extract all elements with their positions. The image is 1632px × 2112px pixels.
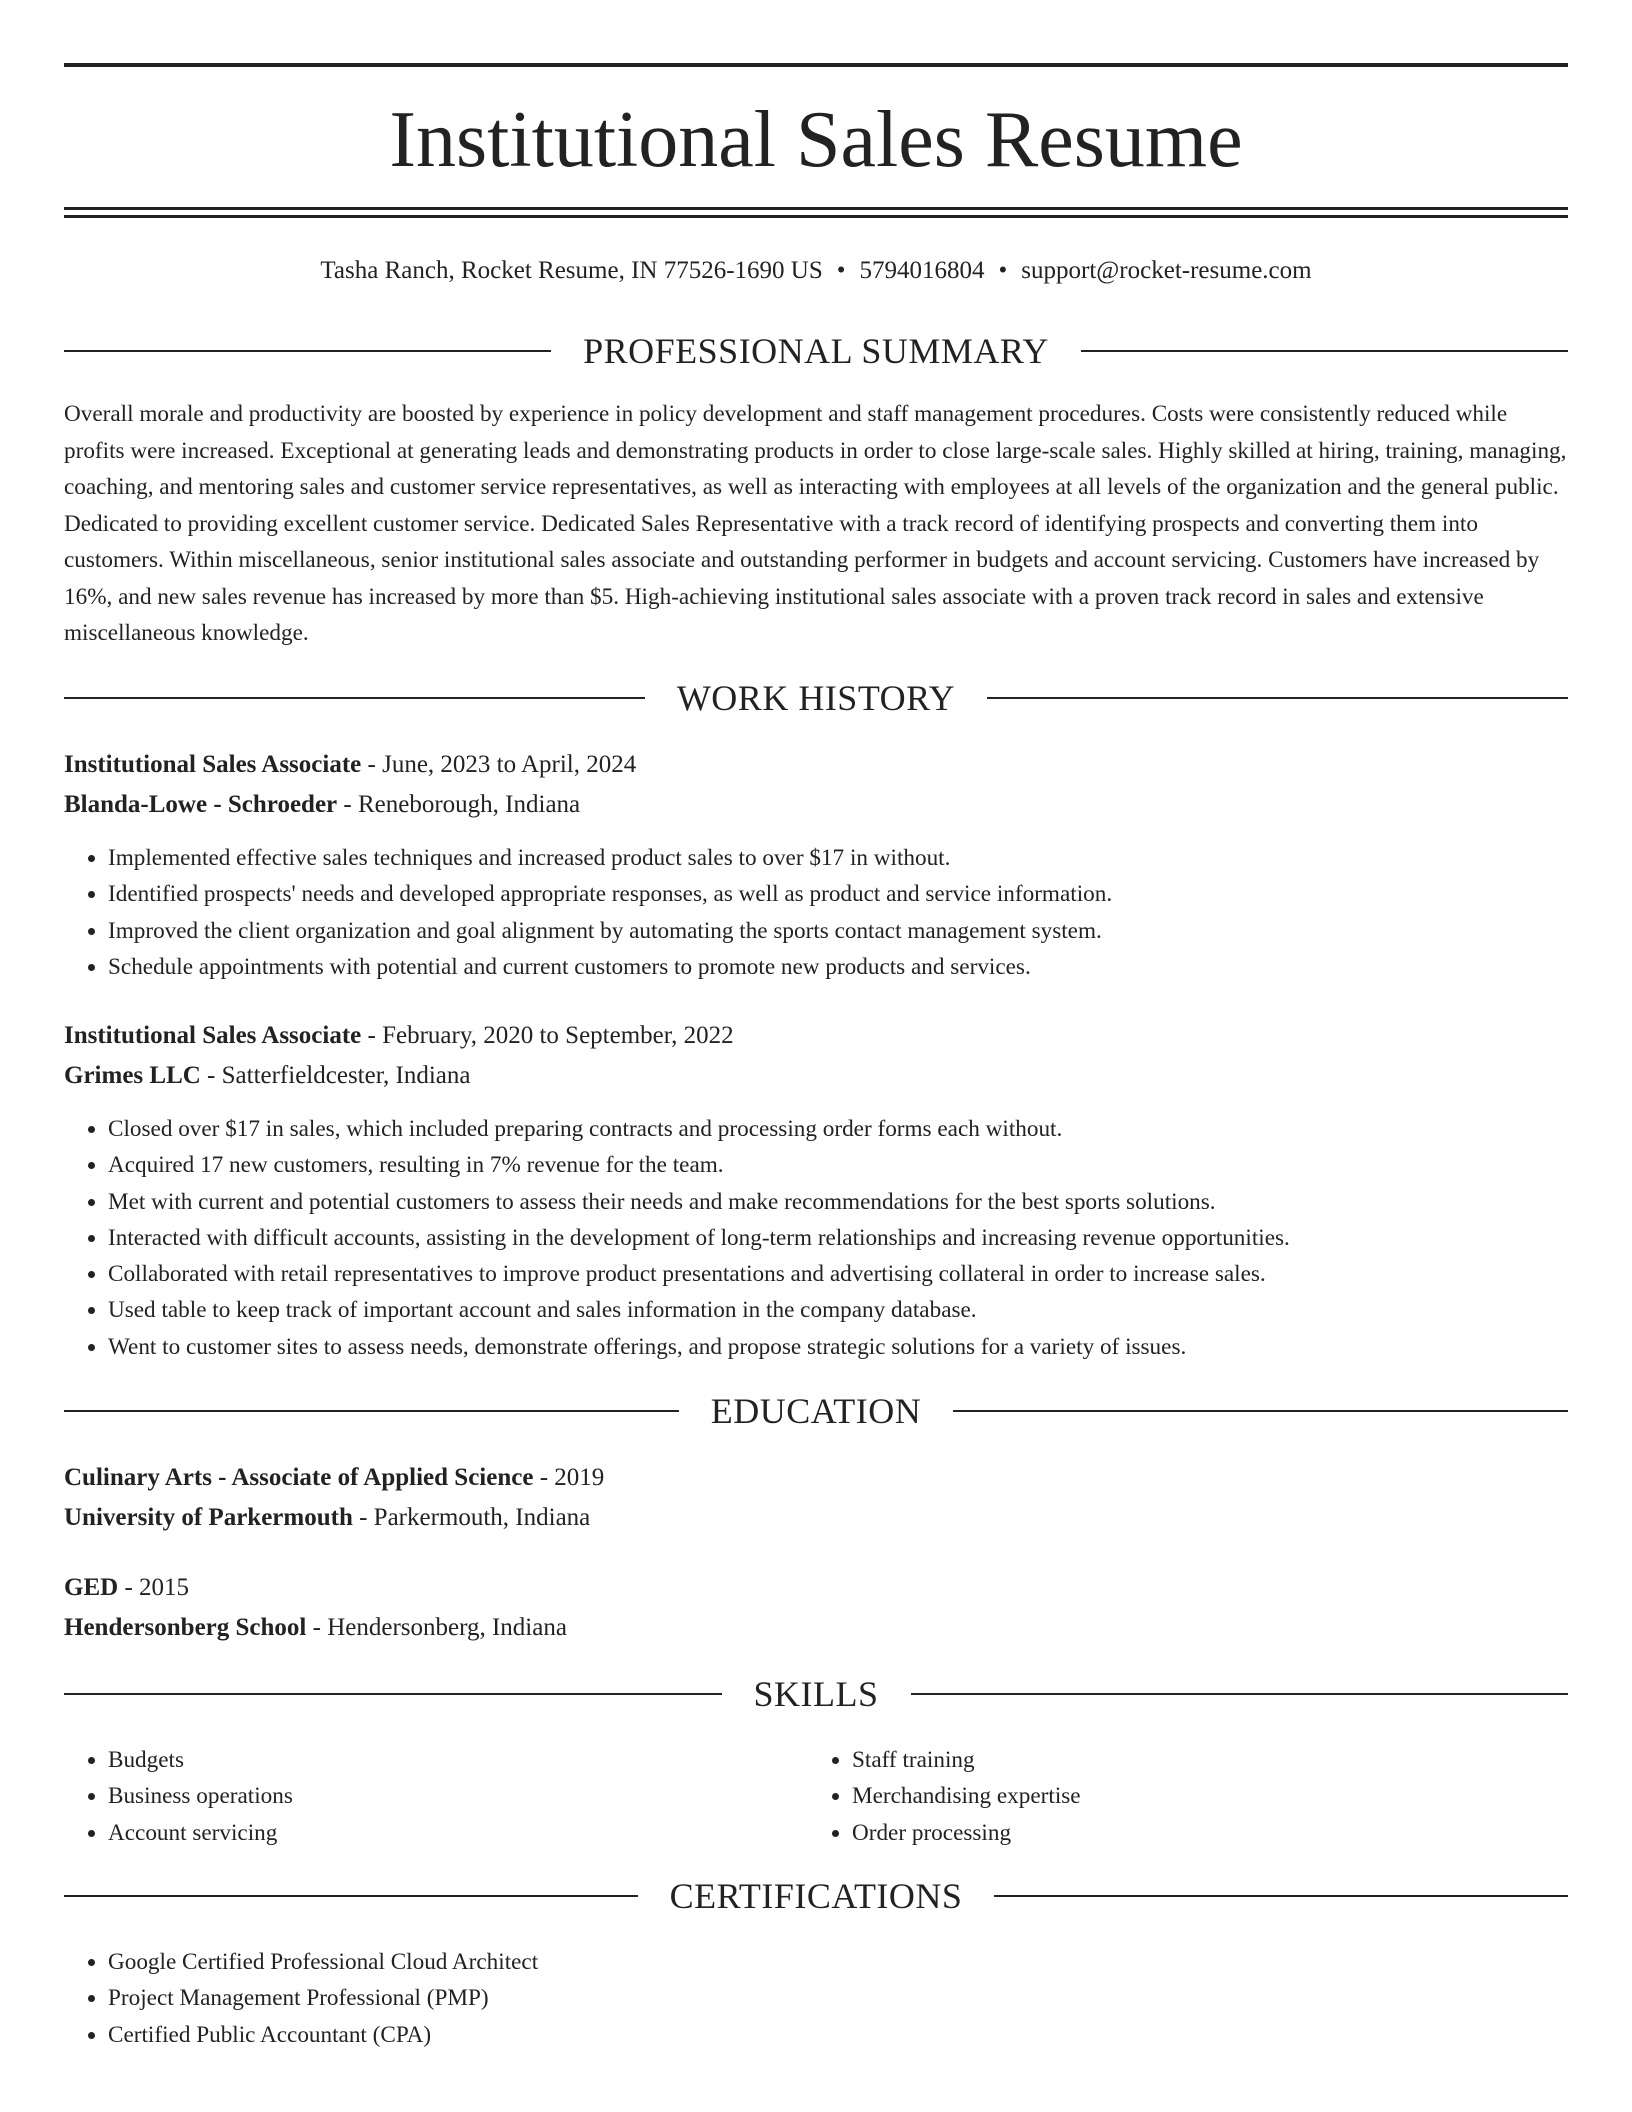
job-company: Grimes LLC	[64, 1062, 201, 1089]
list-item: • Acquired 17 new customers, resulting in 7% revenue for the team.	[108, 1147, 1568, 1183]
list-item: • Improved the client organization and goal alignment by automating the sports contact management system.	[108, 913, 1568, 949]
list-item: • Closed over $17 in sales, which included preparing contracts and processing order forms each without.	[108, 1111, 1568, 1147]
top-rule	[64, 63, 1568, 67]
list-item: • Identified prospects' needs and developed appropriate responses, as well as product and service information.	[108, 876, 1568, 912]
contact-email: support@rocket-resume.com	[1021, 257, 1312, 284]
education-location: - Parkermouth, Indiana	[352, 1504, 591, 1531]
job-title-line	[64, 1019, 1568, 1053]
list-item: • Went to customer sites to assess needs, demonstrate offerings, and propose strategic solutions for a variety of issues.	[108, 1329, 1568, 1365]
section-title-skills: SKILLS	[753, 1674, 879, 1714]
certification-item: • Google Certified Professional Cloud Architect	[108, 1944, 1568, 1980]
skills-list-right	[808, 1742, 1552, 1851]
certification-item: • Certified Public Accountant (CPA)	[108, 2017, 1568, 2053]
job-company-line	[64, 1059, 1568, 1093]
contact-address: Tasha Ranch, Rocket Resume, IN 77526-1690 US	[320, 257, 823, 284]
section-rule	[64, 1410, 679, 1412]
education-year: - 2015	[118, 1574, 190, 1601]
list-item: • Collaborated with retail representatives to improve product presentations and advertising collateral in order to increase sales.	[108, 1256, 1568, 1292]
education-school: Hendersonberg School	[64, 1614, 307, 1641]
education-school: University of Parkermouth	[64, 1504, 353, 1531]
job-title: Institutional Sales Associate	[64, 1022, 362, 1049]
list-item: • Met with current and potential customers to assess their needs and make recommendations for the best sports solutions.	[108, 1184, 1568, 1220]
job-location: - Reneborough, Indiana	[337, 791, 581, 818]
title-rule-lower	[64, 215, 1568, 218]
education-school-line	[64, 1611, 1568, 1645]
job-company-line	[64, 788, 1568, 822]
job-title: Institutional Sales Associate	[64, 751, 362, 778]
section-rule	[64, 1693, 722, 1695]
section-rule	[994, 1895, 1568, 1897]
title-rule-upper	[64, 207, 1568, 210]
section-header-certifications	[64, 1874, 1568, 1918]
skill-item: • Order processing	[852, 1815, 1552, 1851]
section-rule	[1081, 350, 1568, 352]
section-header-skills	[64, 1672, 1568, 1716]
certification-item: • Project Management Professional (PMP)	[108, 1980, 1568, 2016]
section-rule	[987, 697, 1568, 699]
education-degree-line	[64, 1571, 1568, 1605]
education-school-line	[64, 1501, 1568, 1535]
contact-phone: 5794016804	[859, 257, 985, 284]
job-dates: - June, 2023 to April, 2024	[361, 751, 637, 778]
page-title: Institutional Sales Resume	[389, 96, 1243, 184]
section-header-summary	[64, 329, 1568, 373]
job-location: - Satterfieldcester, Indiana	[200, 1062, 471, 1089]
skill-item: • Budgets	[108, 1742, 808, 1778]
section-rule	[953, 1410, 1568, 1412]
education-location: - Hendersonberg, Indiana	[306, 1614, 567, 1641]
skill-item: • Staff training	[852, 1742, 1552, 1778]
section-title-work: WORK HISTORY	[676, 678, 956, 718]
contact-separator: •	[836, 257, 846, 284]
section-title-certifications: CERTIFICATIONS	[669, 1876, 963, 1916]
education-year: - 2019	[533, 1464, 605, 1491]
contact-separator: •	[998, 257, 1008, 284]
job-bullets	[64, 840, 1568, 985]
list-item: • Interacted with difficult accounts, assisting in the development of long-term relationships and increasing revenue opportunities.	[108, 1220, 1568, 1256]
education-degree-line	[64, 1461, 1568, 1495]
section-rule	[64, 697, 645, 699]
section-header-work	[64, 676, 1568, 720]
job-dates: - February, 2020 to September, 2022	[361, 1022, 734, 1049]
section-title-summary: PROFESSIONAL SUMMARY	[583, 331, 1049, 371]
section-rule	[64, 350, 551, 352]
list-item: • Used table to keep track of important account and sales information in the company database.	[108, 1292, 1568, 1328]
contact-line	[64, 254, 1568, 288]
list-item: • Schedule appointments with potential and current customers to promote new products and services.	[108, 949, 1568, 985]
section-header-education	[64, 1389, 1568, 1433]
summary-text: Overall morale and productivity are boosted by experience in policy development and staff management procedures. Costs were consistently reduced while profits were increased. Exceptional at generating leads and demonstrating products in order to close large-scale sales. Highly skilled at hiring, training, managing, coaching, and mentoring sales and customer service representatives, as well as interacting with employees at all levels of the organization and the general public. Dedicated to providing excellent customer service. Dedicated Sales Representative with a track record of identifying prospects and converting them into customers. Within miscellaneous, senior institutional sales associate and outstanding performer in budgets and account servicing. Customers have increased by 16%, and new sales revenue has increased by more than $5. High-achieving institutional sales associate with a proven track record in sales and extensive miscellaneous knowledge.	[64, 401, 1567, 646]
section-title-education: EDUCATION	[710, 1391, 922, 1431]
skills-list-left	[64, 1742, 808, 1851]
skill-item: • Merchandising expertise	[852, 1778, 1552, 1814]
job-company: Blanda-Lowe - Schroeder	[64, 791, 338, 818]
certifications-list	[64, 1944, 1568, 2053]
list-item: • Implemented effective sales techniques and increased product sales to over $17 in without.	[108, 840, 1568, 876]
section-rule	[64, 1895, 638, 1897]
job-bullets	[64, 1111, 1568, 1365]
education-degree: GED	[64, 1574, 119, 1601]
education-degree: Culinary Arts - Associate of Applied Science	[64, 1464, 534, 1491]
skill-item: • Business operations	[108, 1778, 808, 1814]
skill-item: • Account servicing	[108, 1815, 808, 1851]
job-title-line	[64, 748, 1568, 782]
section-rule	[911, 1693, 1569, 1695]
